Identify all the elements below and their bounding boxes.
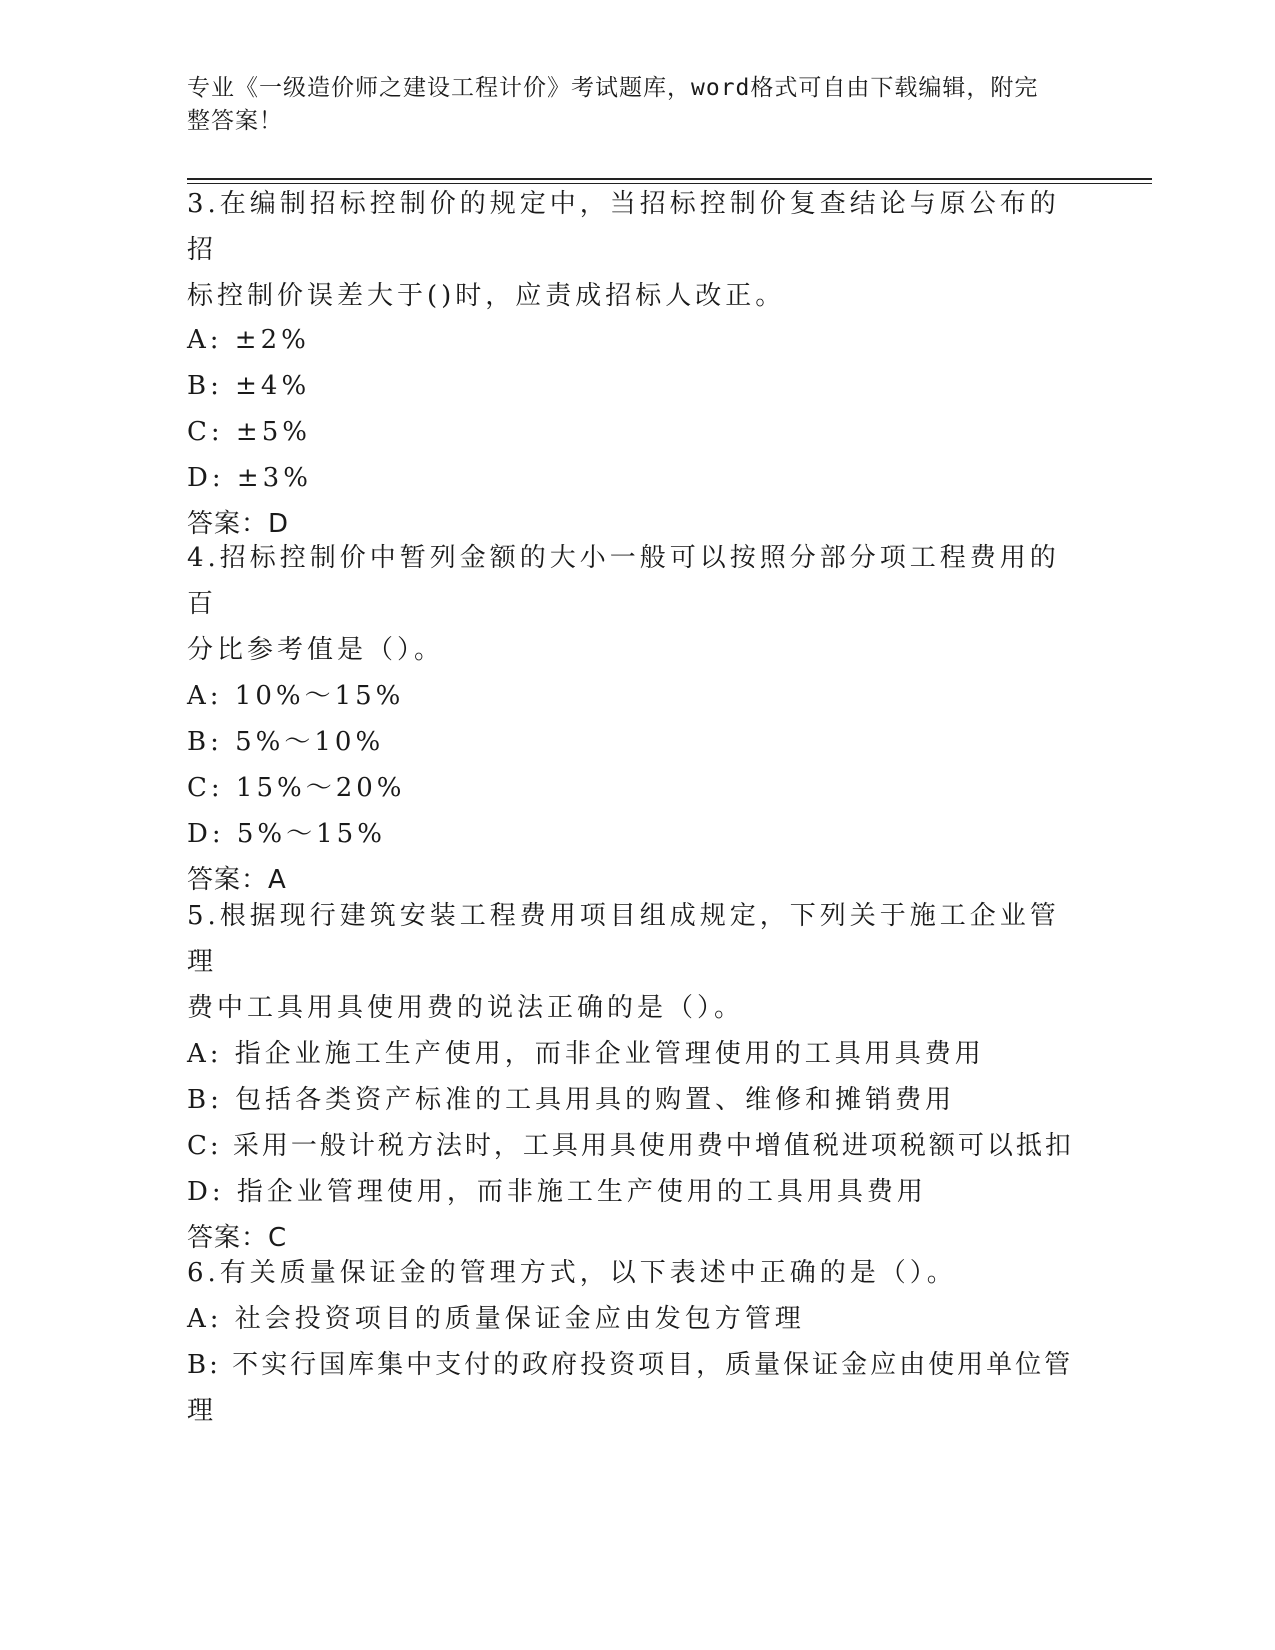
option-b: B: 不实行国库集中支付的政府投资项目，质量保证金应由使用单位管 bbox=[187, 1350, 1074, 1380]
option-d: D: 5%～15% bbox=[187, 819, 386, 849]
option-a: A: 10%～15% bbox=[187, 681, 405, 711]
question-6 bbox=[187, 1250, 1077, 1434]
option-a: A: 指企业施工生产使用，而非企业管理使用的工具用具费用 bbox=[187, 1039, 985, 1069]
option-c: C: ±5% bbox=[187, 417, 311, 447]
document-header bbox=[187, 72, 1067, 138]
question-stem-line-1: 5.根据现行建筑安装工程费用项目组成规定，下列关于施工企业管理 bbox=[187, 901, 1060, 977]
option-b: B: 5%～10% bbox=[187, 727, 385, 757]
question-stem-line-2: 标控制价误差大于()时，应责成招标人改正。 bbox=[187, 281, 786, 311]
answer: 答案：D bbox=[187, 509, 290, 539]
option-b: B: 包括各类资产标准的工具用具的购置、维修和摊销费用 bbox=[187, 1085, 956, 1115]
option-c: C: 15%～20% bbox=[187, 773, 406, 803]
question-stem-line-1: 3.在编制招标控制价的规定中，当招标控制价复查结论与原公布的招 bbox=[187, 189, 1060, 265]
option-b: B: ±4% bbox=[187, 371, 311, 401]
question-stem-line-2: 分比参考值是（）。 bbox=[187, 635, 445, 665]
option-d: D: ±3% bbox=[187, 463, 312, 493]
option-a: A: ±2% bbox=[187, 325, 310, 355]
header-line-1: 专业《一级造价师之建设工程计价》考试题库，word格式可自由下载编辑，附完 bbox=[187, 75, 1039, 101]
question-stem-line-2: 费中工具用具使用费的说法正确的是（）。 bbox=[187, 993, 745, 1023]
header-divider-thick bbox=[187, 178, 1152, 180]
question-4 bbox=[187, 535, 1077, 903]
header-line-2: 整答案！ bbox=[187, 108, 283, 134]
option-d: D: 指企业管理使用，而非施工生产使用的工具用具费用 bbox=[187, 1177, 927, 1207]
answer: 答案：A bbox=[187, 865, 287, 895]
option-c: C: 采用一般计税方法时，工具用具使用费中增值税进项税额可以抵扣 bbox=[187, 1131, 1074, 1161]
answer: 答案：C bbox=[187, 1223, 288, 1253]
question-5 bbox=[187, 893, 1077, 1261]
option-a: A: 社会投资项目的质量保证金应由发包方管理 bbox=[187, 1304, 805, 1334]
question-stem-line-1: 4.招标控制价中暂列金额的大小一般可以按照分部分项工程费用的百 bbox=[187, 543, 1060, 619]
question-3 bbox=[187, 181, 1077, 547]
option-b-continuation: 理 bbox=[187, 1396, 218, 1426]
question-stem-line-1: 6.有关质量保证金的管理方式，以下表述中正确的是（）。 bbox=[187, 1258, 957, 1288]
